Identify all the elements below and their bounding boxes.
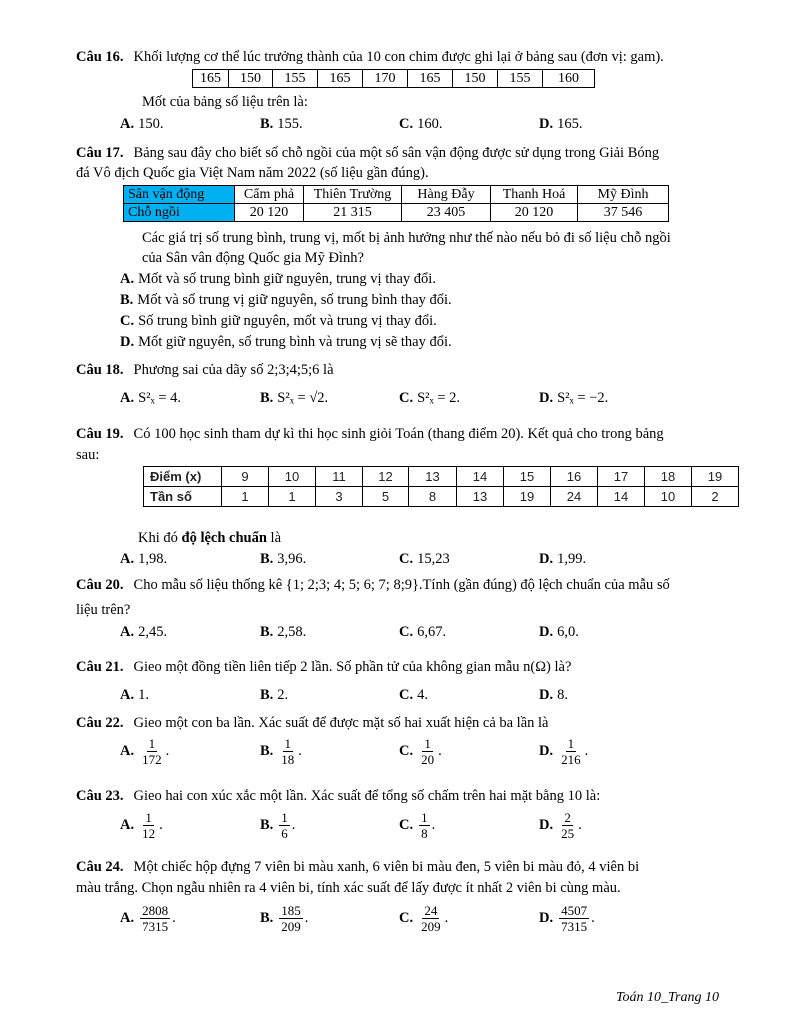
fraction (559, 810, 576, 841)
option-letter: C. (399, 909, 414, 926)
option-a[interactable] (120, 903, 176, 934)
option-text: 15,23 (417, 551, 450, 567)
option-tail: . (159, 816, 163, 833)
table-header-cell: Tần số (144, 487, 222, 507)
table-cell: 5 (363, 487, 409, 507)
option-c[interactable] (399, 810, 435, 841)
question-text-line2: màu trắng. Chọn ngẫu nhiên ra 4 viên bi, tính xác suất để lấy được ít nhất 2 viên bi cùng màu. (76, 880, 621, 896)
option-letter: A. (120, 687, 135, 703)
table-cell: 14 (598, 487, 645, 507)
prompt-text: là (266, 530, 282, 546)
numerator: 1 (281, 810, 288, 825)
option-text: 2,58. (277, 624, 307, 640)
option-letter: C. (399, 116, 414, 132)
numerator: 1 (145, 810, 152, 825)
fraction (140, 810, 157, 841)
option-letter: B. (120, 292, 134, 308)
question-label: Câu 18. (76, 362, 124, 378)
question-24 (76, 858, 639, 876)
table-cell: 18 (645, 467, 692, 487)
denominator: 6 (281, 826, 288, 841)
question-text: Khối lượng cơ thể lúc trưởng thành của 10 con chim được ghi lại ở bảng sau (đơn vị: gam). (133, 49, 664, 65)
denominator: 12 (142, 826, 156, 841)
table-cell: 150 (229, 70, 273, 88)
question-16 (76, 48, 664, 66)
question-text: Gieo một con ba lần. Xác suất để được mặt số hai xuất hiện cả ba lần là (133, 715, 549, 731)
option-text: 2. (277, 687, 289, 703)
option-c[interactable] (399, 686, 428, 704)
page-footer: Toán 10_Trang 10 (616, 990, 719, 1005)
numerator: 1 (421, 810, 428, 825)
table-cell: Thanh Hoá (491, 186, 578, 204)
option-text: 6,67. (417, 624, 447, 640)
option-letter: C. (399, 687, 414, 703)
option-letter: D. (539, 551, 554, 567)
table-cell: 13 (409, 467, 457, 487)
option-letter: C. (399, 551, 414, 567)
option-text: 1. (138, 687, 149, 703)
question-text-line2: đá Vô địch Quốc gia Việt Nam năm 2022 (số liệu gần đúng). (76, 165, 429, 181)
option-a[interactable] (120, 115, 163, 133)
option-letter: B. (260, 624, 274, 640)
table-cell: 3 (316, 487, 363, 507)
question-text: Gieo hai con xúc xắc một lần. Xác suất để tổng số chấm trên hai mặt bằng 10 là: (133, 788, 601, 804)
table-header-cell: Điểm (x) (144, 467, 222, 487)
option-b[interactable] (260, 686, 288, 704)
table-cell: 155 (498, 70, 543, 88)
table-cell: 15 (504, 467, 551, 487)
question-text: Bảng sau đây cho biết số chỗ ngồi của một số sân vận động được sử dụng trong Giải Bóng (133, 145, 660, 161)
option-text: 1,98. (138, 551, 168, 567)
table-cell: 23 405 (402, 204, 491, 222)
denominator: 216 (561, 752, 581, 767)
question-text-line2: sau: (76, 447, 100, 463)
option-letter: C. (399, 390, 414, 406)
option-text: S²ₓ = −2. (557, 390, 609, 406)
denominator: 20 (421, 752, 435, 767)
table-cell: 165 (193, 70, 229, 88)
option-letter: D. (539, 742, 554, 759)
q17-table (123, 185, 669, 222)
numerator: 2 (564, 810, 571, 825)
question-label: Câu 24. (76, 859, 124, 875)
option-letter: A. (120, 390, 135, 406)
option-tail: . (172, 909, 176, 926)
option-text: 2,45. (138, 624, 168, 640)
option-letter: D. (539, 624, 554, 640)
option-b[interactable] (260, 810, 295, 841)
table-cell: 170 (363, 70, 408, 88)
question-18 (76, 361, 334, 379)
table-cell: Thiên Trường (304, 186, 402, 204)
option-d[interactable] (539, 115, 582, 133)
option-d[interactable] (539, 550, 586, 568)
option-b[interactable] (260, 736, 302, 767)
option-letter: A. (120, 909, 135, 926)
table-cell: 24 (551, 487, 598, 507)
option-tail: . (431, 816, 436, 833)
question-label: Câu 22. (76, 715, 124, 731)
table-cell: 160 (543, 70, 595, 88)
option-text: Mốt và số trung bình giữ nguyên, trung vị thay đổi. (138, 271, 436, 287)
denominator: 25 (561, 826, 575, 841)
table-cell: 10 (645, 487, 692, 507)
option-letter: A. (120, 742, 135, 759)
denominator: 209 (281, 919, 301, 934)
option-c[interactable] (399, 623, 446, 641)
option-letter: B. (260, 116, 274, 132)
option-c[interactable] (399, 550, 450, 568)
option-letter: D. (539, 687, 554, 703)
table-cell: 19 (504, 487, 551, 507)
question-20 (76, 576, 670, 594)
option-c[interactable] (120, 312, 437, 330)
option-text: S²ₓ = 4. (138, 390, 182, 406)
numerator: 185 (281, 903, 301, 918)
prompt-text: Khi đó (138, 530, 182, 546)
option-letter: D. (539, 390, 554, 406)
q16-table (192, 69, 595, 88)
option-a[interactable] (120, 623, 167, 641)
option-letter: C. (399, 742, 414, 759)
numerator: 1 (284, 736, 292, 751)
option-letter: D. (539, 116, 554, 132)
denominator: 7315 (561, 919, 588, 934)
option-letter: C. (399, 816, 414, 833)
option-tail: . (584, 742, 589, 759)
option-letter: B. (260, 909, 274, 926)
fraction (279, 810, 290, 841)
option-text: 4. (417, 687, 428, 703)
option-letter: B. (260, 551, 274, 567)
option-text: Số trung bình giữ nguyên, mốt và trung vị thay đổi. (138, 313, 437, 329)
option-tail: . (165, 742, 170, 759)
option-b[interactable] (260, 115, 303, 133)
option-tail: . (298, 742, 302, 759)
option-tail: . (304, 909, 309, 926)
option-text: 1,99. (557, 551, 587, 567)
option-letter: B. (260, 687, 274, 703)
prompt-bold-text: độ lệch chuẩn (181, 530, 267, 546)
table-cell: Hàng Đẫy (402, 186, 491, 204)
option-text: 160. (417, 116, 443, 132)
table-cell: 13 (457, 487, 504, 507)
fraction (279, 736, 296, 767)
table-cell: 20 120 (235, 204, 304, 222)
option-d[interactable] (539, 686, 568, 704)
question-19 (76, 425, 664, 443)
fraction (419, 903, 443, 934)
numerator: 2808 (142, 903, 169, 918)
option-a[interactable] (120, 736, 169, 767)
option-text: Mốt giữ nguyên, số trung bình và trung vị sẽ thay đổi. (138, 334, 452, 350)
option-a[interactable] (120, 686, 149, 704)
question-label: Câu 21. (76, 659, 124, 675)
table-cell: 11 (316, 467, 363, 487)
fraction (140, 736, 164, 767)
option-text: 150. (138, 116, 164, 132)
option-a[interactable] (120, 270, 436, 288)
question-label: Câu 23. (76, 788, 124, 804)
option-letter: D. (539, 909, 554, 926)
denominator: 172 (142, 752, 162, 767)
option-letter: A. (120, 624, 135, 640)
table-header-cell: Chỗ ngồi (124, 204, 235, 222)
option-letter: B. (260, 816, 274, 833)
question-22 (76, 714, 549, 732)
numerator: 1 (567, 736, 575, 751)
table-cell: 2 (692, 487, 739, 507)
question-prompt (138, 529, 281, 547)
option-tail: . (291, 816, 296, 833)
question-prompt: Mốt của bảng số liệu trên là: (142, 94, 308, 110)
fraction (419, 736, 436, 767)
option-b[interactable] (260, 903, 308, 934)
option-tail: . (591, 909, 595, 926)
table-cell: 1 (222, 487, 269, 507)
option-letter: C. (399, 624, 414, 640)
option-letter: B. (260, 742, 274, 759)
option-b[interactable] (260, 389, 328, 407)
question-text: Gieo một đồng tiền liên tiếp 2 lần. Số phần tử của không gian mẫu n(Ω) là? (133, 659, 572, 675)
table-cell: 165 (318, 70, 363, 88)
numerator: 24 (424, 903, 438, 918)
question-text: Một chiếc hộp đựng 7 viên bi màu xanh, 6 viên bi màu đen, 5 viên bi màu đỏ, 4 viên bi (133, 859, 640, 875)
q19-table (143, 466, 739, 507)
question-label: Câu 20. (76, 577, 124, 593)
option-a[interactable] (120, 389, 181, 407)
option-b[interactable] (120, 291, 452, 309)
table-cell: 9 (222, 467, 269, 487)
table-cell: 150 (453, 70, 498, 88)
question-17 (76, 144, 659, 162)
option-d[interactable] (539, 736, 588, 767)
fraction (279, 903, 303, 934)
question-label: Câu 16. (76, 49, 124, 65)
numerator: 1 (424, 736, 431, 751)
option-text: S²ₓ = √2. (277, 390, 329, 406)
fraction (140, 903, 170, 934)
table-cell: 165 (408, 70, 453, 88)
question-23 (76, 787, 600, 805)
question-text: Có 100 học sinh tham dự kì thi học sinh giỏi Toán (thang điểm 20). Kết quả cho trong bảng (133, 426, 664, 442)
table-cell: Cẩm phả (235, 186, 304, 204)
table-cell: 14 (457, 467, 504, 487)
option-letter: A. (120, 551, 135, 567)
option-c[interactable] (399, 115, 442, 133)
option-d[interactable] (539, 623, 579, 641)
option-text: 3,96. (277, 551, 307, 567)
question-text: Phương sai của dãy số 2;3;4;5;6 là (133, 362, 334, 378)
option-c[interactable] (399, 736, 442, 767)
table-cell: Mỹ Đình (578, 186, 669, 204)
table-cell: 21 315 (304, 204, 402, 222)
question-text-line2: liệu trên? (76, 602, 131, 618)
question-label: Câu 19. (76, 426, 124, 442)
option-a[interactable] (120, 810, 163, 841)
option-b[interactable] (260, 550, 306, 568)
question-21 (76, 658, 571, 676)
table-cell: 155 (273, 70, 318, 88)
option-text: 155. (277, 116, 303, 132)
option-tail: . (444, 909, 449, 926)
option-c[interactable] (399, 903, 448, 934)
fraction (559, 736, 583, 767)
numerator: 1 (148, 736, 156, 751)
denominator: 18 (281, 752, 295, 767)
denominator: 7315 (142, 919, 169, 934)
question-prompt: Các giá trị số trung bình, trung vị, mốt bị ảnh hưởng như thế nào nếu bỏ đi số liệu chỗ ngồi (142, 230, 671, 246)
option-letter: B. (260, 390, 274, 406)
numerator: 4507 (561, 903, 588, 918)
table-header-cell: Sân vận động (124, 186, 235, 204)
table-cell: 16 (551, 467, 598, 487)
option-letter: A. (120, 116, 135, 132)
option-letter: C. (120, 313, 135, 329)
fraction (559, 903, 589, 934)
option-letter: A. (120, 816, 135, 833)
option-a[interactable] (120, 550, 167, 568)
table-cell: 10 (269, 467, 316, 487)
option-d[interactable] (539, 810, 582, 841)
option-d[interactable] (120, 333, 452, 351)
option-c[interactable] (399, 389, 460, 407)
option-tail: . (578, 816, 582, 833)
table-cell: 20 120 (491, 204, 578, 222)
option-d[interactable] (539, 903, 595, 934)
fraction (419, 810, 430, 841)
table-cell: 17 (598, 467, 645, 487)
option-text: Mốt và số trung vị giữ nguyên, số trung bình thay đổi. (137, 292, 452, 308)
option-text: 165. (557, 116, 583, 132)
option-letter: D. (539, 816, 554, 833)
option-tail: . (438, 742, 442, 759)
option-letter: D. (120, 334, 135, 350)
denominator: 8 (421, 826, 428, 841)
option-text: 8. (557, 687, 568, 703)
question-text: Cho mẫu số liệu thống kê {1; 2;3; 4; 5; 6; 7; 8;9}.Tính (gần đúng) độ lệch chuẩn của mẫu số (133, 577, 670, 593)
option-text: 6,0. (557, 624, 579, 640)
table-cell: 19 (692, 467, 739, 487)
question-label: Câu 17. (76, 145, 124, 161)
table-cell: 8 (409, 487, 457, 507)
table-cell: 12 (363, 467, 409, 487)
table-cell: 1 (269, 487, 316, 507)
option-b[interactable] (260, 623, 306, 641)
question-prompt-line2: của Sân vân động Quốc gia Mỹ Đình? (142, 250, 364, 266)
option-letter: A. (120, 271, 135, 287)
table-cell: 37 546 (578, 204, 669, 222)
option-text: S²ₓ = 2. (417, 390, 461, 406)
option-d[interactable] (539, 389, 608, 407)
denominator: 209 (421, 919, 441, 934)
